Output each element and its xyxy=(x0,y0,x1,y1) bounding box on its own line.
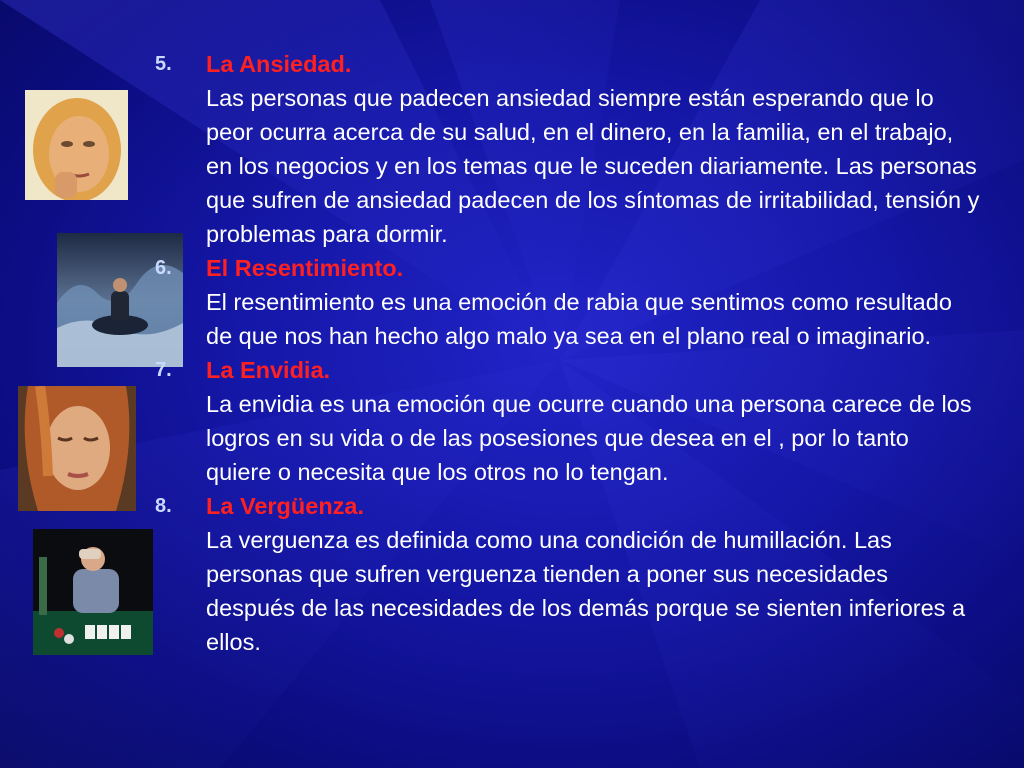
list-item xyxy=(150,251,980,353)
list-item xyxy=(150,47,980,251)
item-number: 6. xyxy=(155,257,172,279)
item-number: 5. xyxy=(155,53,172,75)
item-description: El resentimiento es una emoción de rabia que sentimos como resultado de que nos han hecho algo malo ya sea en el plano real o imaginario. xyxy=(206,289,952,349)
anxious-woman-photo xyxy=(25,90,128,200)
sad-woman-photo xyxy=(18,386,136,511)
item-number: 7. xyxy=(155,359,172,381)
ashamed-man-at-card-table-photo xyxy=(33,529,153,655)
list-item xyxy=(150,353,980,489)
item-heading: El Resentimiento. xyxy=(206,255,404,281)
item-description: La verguenza es definida como una condición de humillación. Las personas que sufren verguenza tienden a poner sus necesidades después de las necesidades de los demás porque se sienten inferiores a ellos. xyxy=(206,527,966,655)
emotions-list xyxy=(150,47,980,659)
item-description: Las personas que padecen ansiedad siempre están esperando que lo peor ocurra acerca de su salud, en el dinero, en la familia, en el trabajo, en los negocios y en los temas que le suceden diariamente. Las personas que sufren de ansiedad padecen de los síntomas de irritabilidad, tensión y problemas para dormir. xyxy=(206,85,980,247)
list-item xyxy=(150,489,980,659)
item-heading: La Envidia. xyxy=(206,357,331,383)
item-number: 8. xyxy=(155,495,172,517)
item-heading: La Vergüenza. xyxy=(206,493,365,519)
item-description: La envidia es una emoción que ocurre cuando una persona carece de los logros en su vida o de las posesiones que desea en el , por lo tanto quiere o necesita que los otros no lo tengan. xyxy=(206,391,972,485)
item-heading: La Ansiedad. xyxy=(206,51,352,77)
